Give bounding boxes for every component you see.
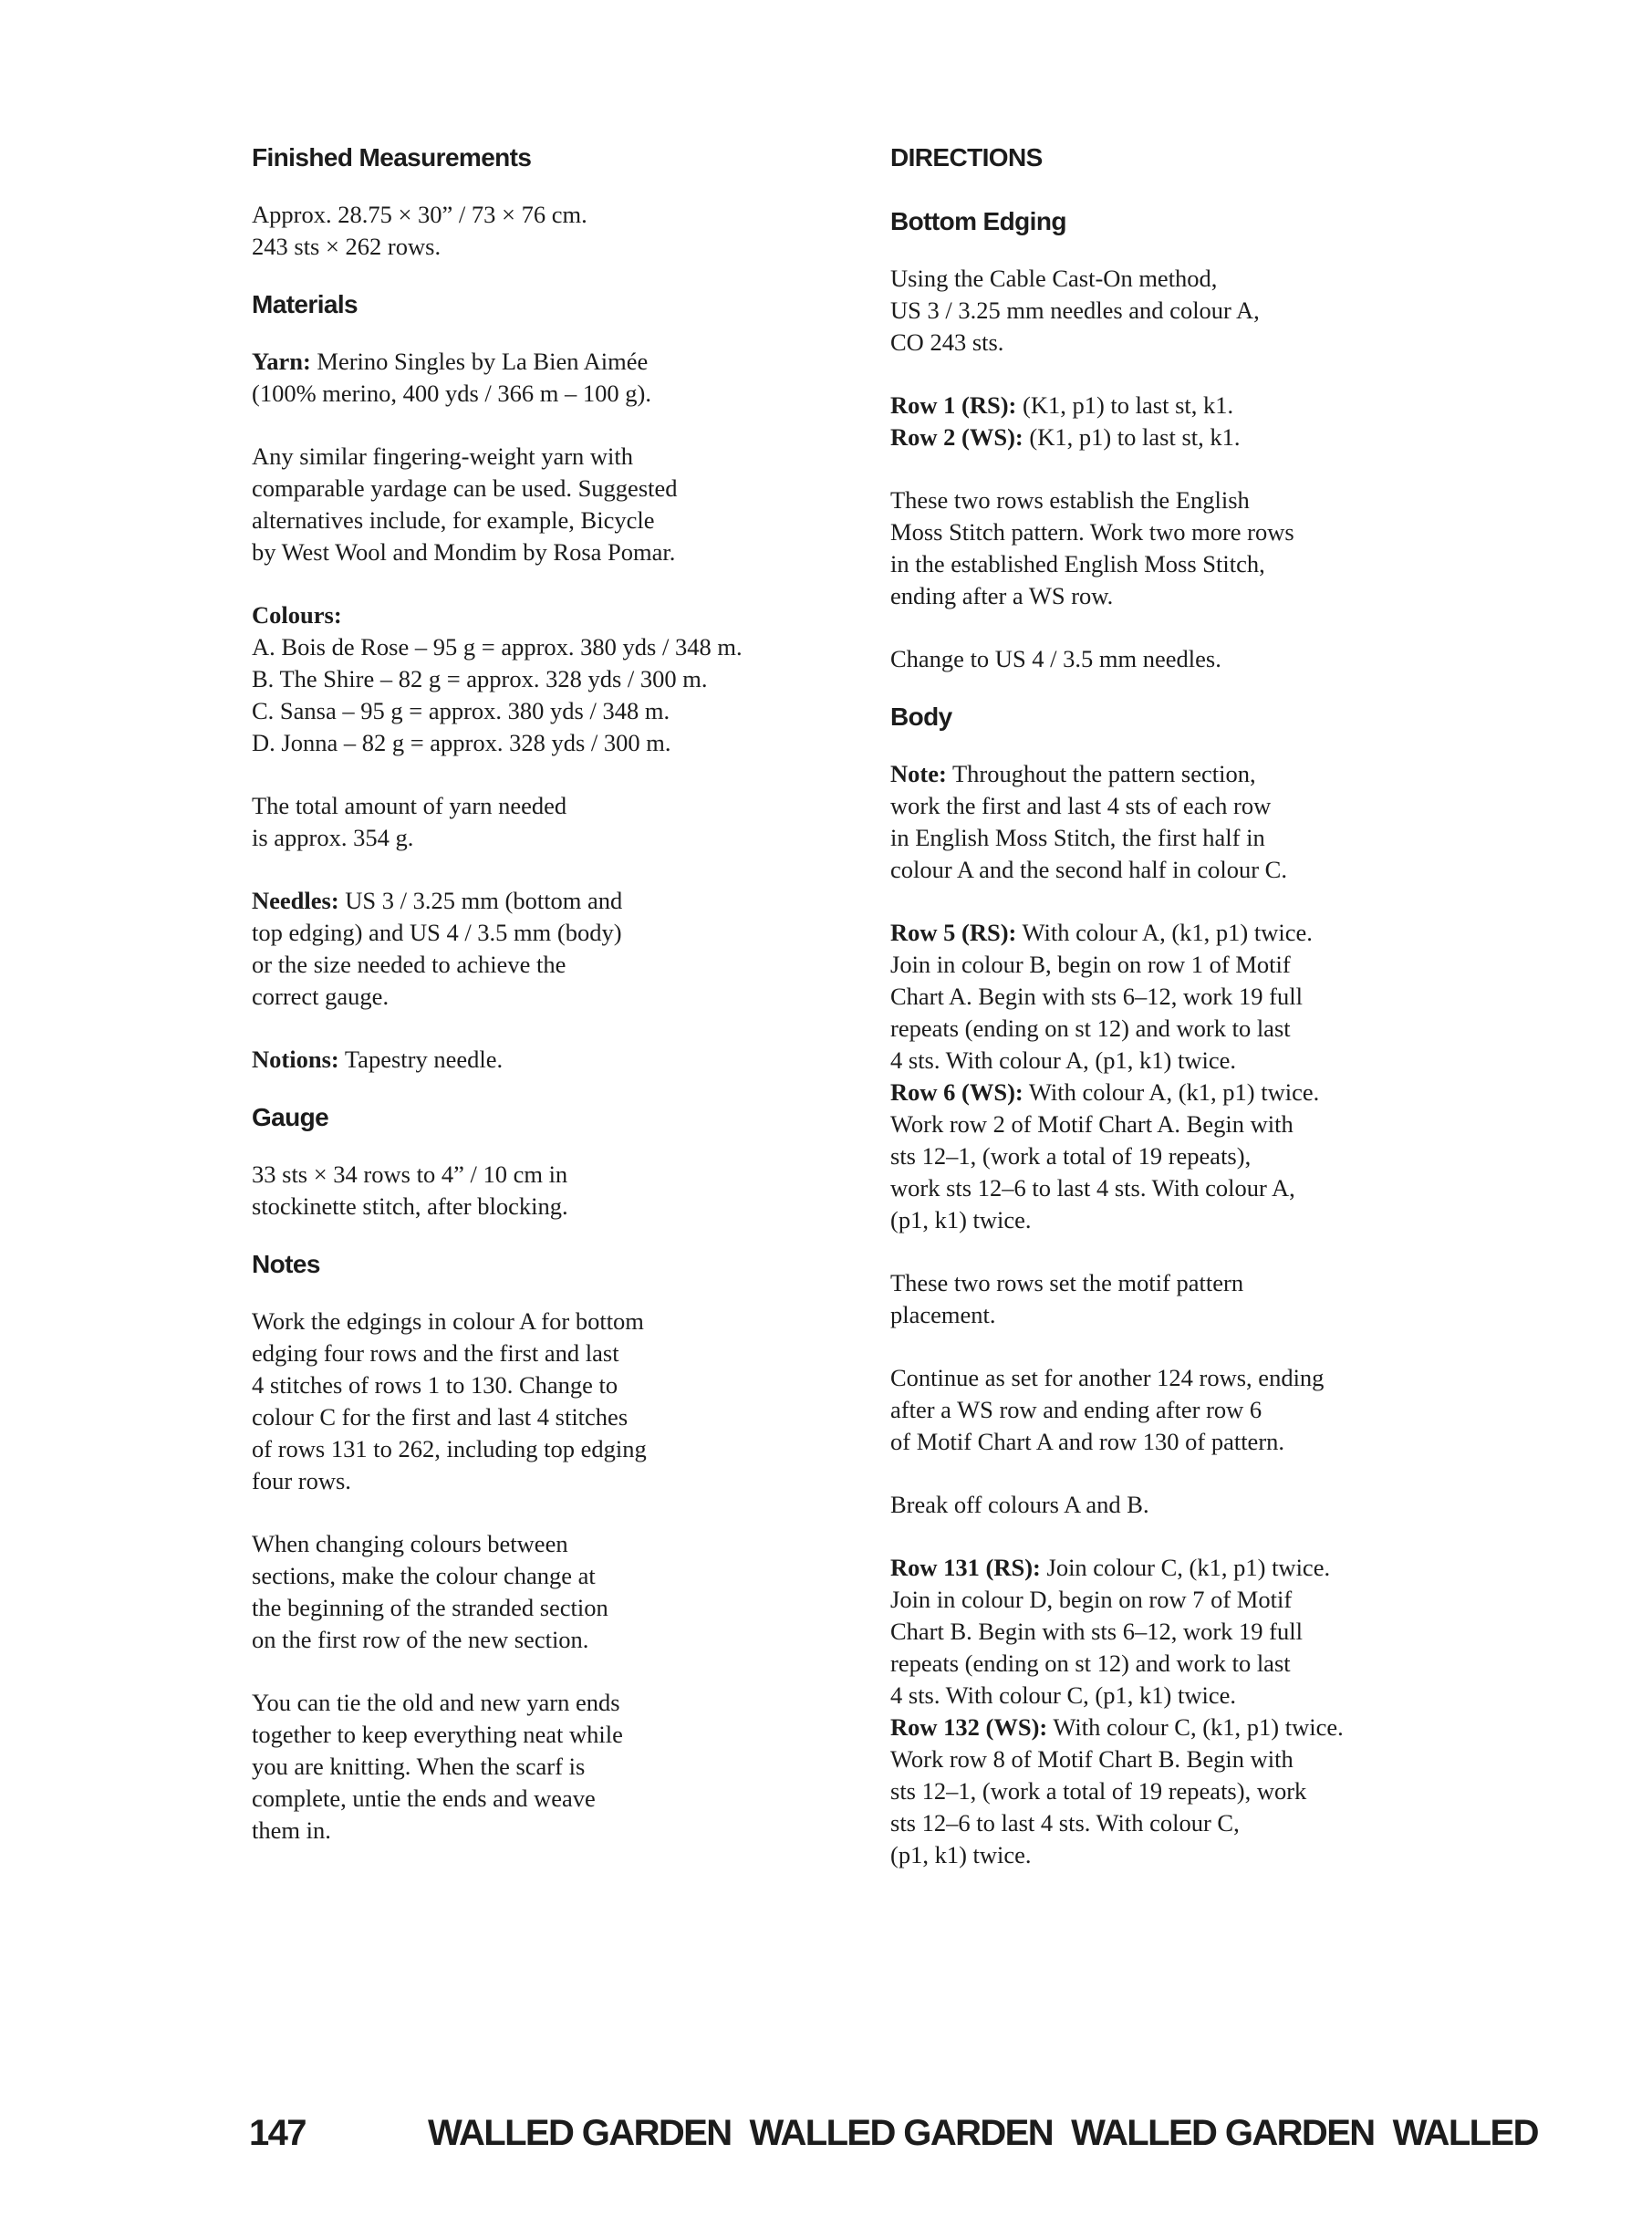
similar-yarn-text: Any similar fingering-weight yarn with comparable yardage can be used. Suggested alternatives include, for example, Bicycle by West Wool and Mondim by Rosa Pomar.	[252, 442, 678, 566]
row-131-label: Row 131 (RS):	[890, 1554, 1041, 1581]
row-132-instruction	[890, 1712, 1474, 1871]
total-yarn-text: The total amount of yarn needed is approx. 354 g.	[252, 792, 567, 851]
running-title-segment: WALLED GARDEN	[1071, 2113, 1375, 2153]
note-text: Throughout the pattern section, work the first and last 4 sts of each row in English Moss Stitch, the first half in colour A and the second half in colour C.	[890, 760, 1287, 883]
running-title-segment: WALLED GARDEN	[428, 2113, 732, 2153]
running-title-segment: WALLED GARDEN	[749, 2113, 1054, 2153]
row-132-label: Row 132 (WS):	[890, 1713, 1048, 1741]
row-1-text: (K1, p1) to last st, k1.	[1016, 391, 1234, 419]
row-1-label: Row 1 (RS):	[890, 391, 1017, 419]
colours-label: Colours:	[252, 601, 342, 629]
row-2-instruction	[890, 421, 1474, 453]
yarn-paragraph	[252, 346, 854, 410]
row-1-instruction	[890, 390, 1474, 421]
gauge-text: 33 sts × 34 rows to 4” / 10 cm in stockinette stitch, after blocking.	[252, 1160, 568, 1220]
moss-stitch-establish-text: These two rows establish the English Moss Stitch pattern. Work two more rows in the established English Moss Stitch, ending after a WS row.	[890, 486, 1294, 609]
body-note-paragraph	[890, 758, 1474, 886]
notes-heading: Notes	[252, 1250, 320, 1278]
needles-paragraph	[252, 885, 854, 1013]
page-footer	[249, 2113, 1652, 2177]
right-column	[890, 135, 1474, 1871]
note-label: Note:	[890, 760, 947, 787]
row-2-text: (K1, p1) to last st, k1.	[1023, 423, 1241, 451]
row-5-text: With colour A, (k1, p1) twice. Join in colour B, begin on row 1 of Motif Chart A. Begin with sts 6–12, work 19 full repeats (ending on st 12) and work to last 4 sts. With colour A, (p1, k1) twice.	[890, 919, 1313, 1074]
row-6-label: Row 6 (WS):	[890, 1078, 1023, 1106]
colours-paragraph	[252, 599, 854, 631]
notions-paragraph	[252, 1044, 854, 1076]
notes-paragraph-3: You can tie the old and new yarn ends together to keep everything neat while you are knitting. When the scarf is complete, untie the ends and weave them in.	[252, 1689, 623, 1844]
finished-measurements-text: Approx. 28.75 × 30” / 73 × 76 cm. 243 sts × 262 rows.	[252, 201, 587, 260]
cast-on-text: Using the Cable Cast-On method, US 3 / 3.25 mm needles and colour A, CO 243 sts.	[890, 265, 1260, 356]
directions-heading: DIRECTIONS	[890, 143, 1043, 172]
notions-label: Notions:	[252, 1046, 339, 1073]
body-heading: Body	[890, 702, 952, 731]
row-132-text: With colour C, (k1, p1) twice. Work row 8 of Motif Chart B. Begin with sts 12–1, (work a total of 19 repeats), work sts 12–6 to last 4 sts. With colour C, (p1, k1) twice.	[890, 1713, 1344, 1868]
row-5-label: Row 5 (RS):	[890, 919, 1017, 946]
bottom-edging-heading: Bottom Edging	[890, 207, 1066, 235]
gauge-heading: Gauge	[252, 1103, 329, 1131]
yarn-text: Merino Singles by La Bien Aimée (100% merino, 400 yds / 366 m – 100 g).	[252, 348, 651, 407]
running-title	[428, 2113, 1556, 2154]
finished-measurements-heading: Finished Measurements	[252, 143, 532, 172]
change-needles-text: Change to US 4 / 3.5 mm needles.	[890, 645, 1221, 672]
notions-text: Tapestry needle.	[338, 1046, 504, 1073]
page-number: 147	[249, 2113, 306, 2153]
left-column	[252, 135, 854, 1847]
row-131-text: Join colour C, (k1, p1) twice. Join in colour D, begin on row 7 of Motif Chart B. Begin with sts 6–12, work 19 full repeats (ending on st 12) and work to last 4 sts. With colour C, (p1, k1) twice.	[890, 1554, 1331, 1709]
colours-list: A. Bois de Rose – 95 g = approx. 380 yds / 348 m. B. The Shire – 82 g = approx. 328 yds / 300 m. C. Sansa – 95 g = approx. 380 yds / 348 m. D. Jonna – 82 g = approx. 328 yds / 300 m.	[252, 633, 743, 756]
row-6-text: With colour A, (k1, p1) twice. Work row 2 of Motif Chart A. Begin with sts 12–1, (work a total of 19 repeats), work sts 12–6 to last 4 sts. With colour A, (p1, k1) twice.	[890, 1078, 1320, 1233]
running-title-segment: WALLED	[1392, 2113, 1538, 2153]
notes-paragraph-2: When changing colours between sections, make the colour change at the beginning of the stranded section on the first row of the new section.	[252, 1530, 608, 1653]
yarn-label: Yarn:	[252, 348, 311, 375]
continue-text: Continue as set for another 124 rows, ending after a WS row and ending after row 6 of Motif Chart A and row 130 of pattern.	[890, 1364, 1325, 1455]
needles-label: Needles:	[252, 887, 339, 914]
row-131-instruction	[890, 1552, 1474, 1712]
motif-placement-text: These two rows set the motif pattern placement.	[890, 1269, 1244, 1328]
row-6-instruction	[890, 1077, 1474, 1236]
materials-heading: Materials	[252, 290, 358, 318]
needles-text: US 3 / 3.25 mm (bottom and top edging) and US 4 / 3.5 mm (body) or the size needed to achieve the correct gauge.	[252, 887, 623, 1010]
row-2-label: Row 2 (WS):	[890, 423, 1023, 451]
notes-paragraph-1: Work the edgings in colour A for bottom edging four rows and the first and last 4 stitches of rows 1 to 130. Change to colour C for the first and last 4 stitches of rows 131 to 262, including top edging four rows.	[252, 1307, 647, 1494]
break-off-text: Break off colours A and B.	[890, 1491, 1149, 1518]
row-5-instruction	[890, 917, 1474, 1077]
